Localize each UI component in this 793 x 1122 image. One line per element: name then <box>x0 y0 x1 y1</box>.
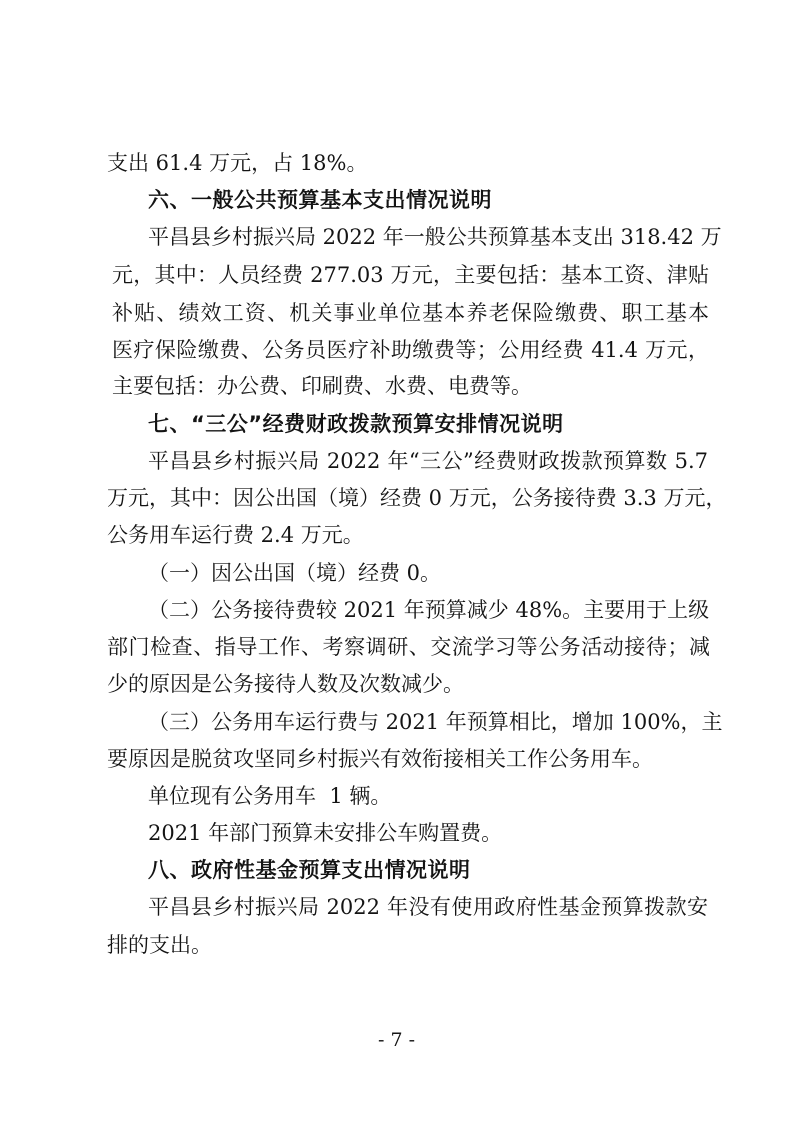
page-number: - 7 - <box>377 1029 415 1051</box>
section7-intro-line: 平昌县乡村振兴局 2022 年“三公”经费财政拨款预算数 5.7 <box>148 449 708 473</box>
section6-line: 平昌县乡村振兴局 2022 年一般公共预算基本支出 318.42 万 <box>148 225 722 249</box>
section6-line: 补贴、绩效工资、机关事业单位基本养老保险缴费、职工基本 <box>112 301 709 325</box>
section6-heading: 六、一般公共预算基本支出情况说明 <box>148 188 492 212</box>
section7-item1-line: （一）因公出国（境）经费 0。 <box>148 561 442 585</box>
previous-section-tail: 支出 61.4 万元，占 18%。 <box>107 151 368 175</box>
section6-line: 主要包括：办公费、印刷费、水费、电费等。 <box>112 374 532 398</box>
section7-vehicle-purchase: 2021 年部门预算未安排公车购置费。 <box>148 821 503 845</box>
section7-item3-line: （三）公务用车运行费与 2021 年预算相比，增加 100%，主 <box>148 710 723 734</box>
section7-intro-line: 公务用车运行费 2.4 万元。 <box>107 523 364 547</box>
section8-line: 排的支出。 <box>107 933 212 957</box>
section7-item3-line: 要原因是脱贫攻坚同乡村振兴有效衔接相关工作公务用车。 <box>107 747 653 771</box>
section6-line: 医疗保险缴费、公务员医疗补助缴费等；公用经费 41.4 万元， <box>112 338 709 362</box>
section7-item2-line: 部门检查、指导工作、考察调研、交流学习等公务活动接待；减 <box>107 635 710 659</box>
section7-vehicle-count: 单位现有公务用车 1 辆。 <box>148 784 392 808</box>
section7-item2-line: （二）公务接待费较 2021 年预算减少 48%。主要用于上级 <box>148 598 710 622</box>
section8-line: 平昌县乡村振兴局 2022 年没有使用政府性基金预算拨款安 <box>148 895 708 919</box>
section8-heading: 八、政府性基金预算支出情况说明 <box>148 858 471 882</box>
section7-intro-line: 万元，其中：因公出国（境）经费 0 万元，公务接待费 3.3 万元， <box>107 486 727 510</box>
section7-item2-line: 少的原因是公务接待人数及次数减少。 <box>107 672 464 696</box>
section6-line: 元，其中：人员经费 277.03 万元，主要包括：基本工资、津贴 <box>112 263 709 287</box>
section7-heading: 七、“三公”经费财政拨款预算安排情况说明 <box>148 412 564 436</box>
